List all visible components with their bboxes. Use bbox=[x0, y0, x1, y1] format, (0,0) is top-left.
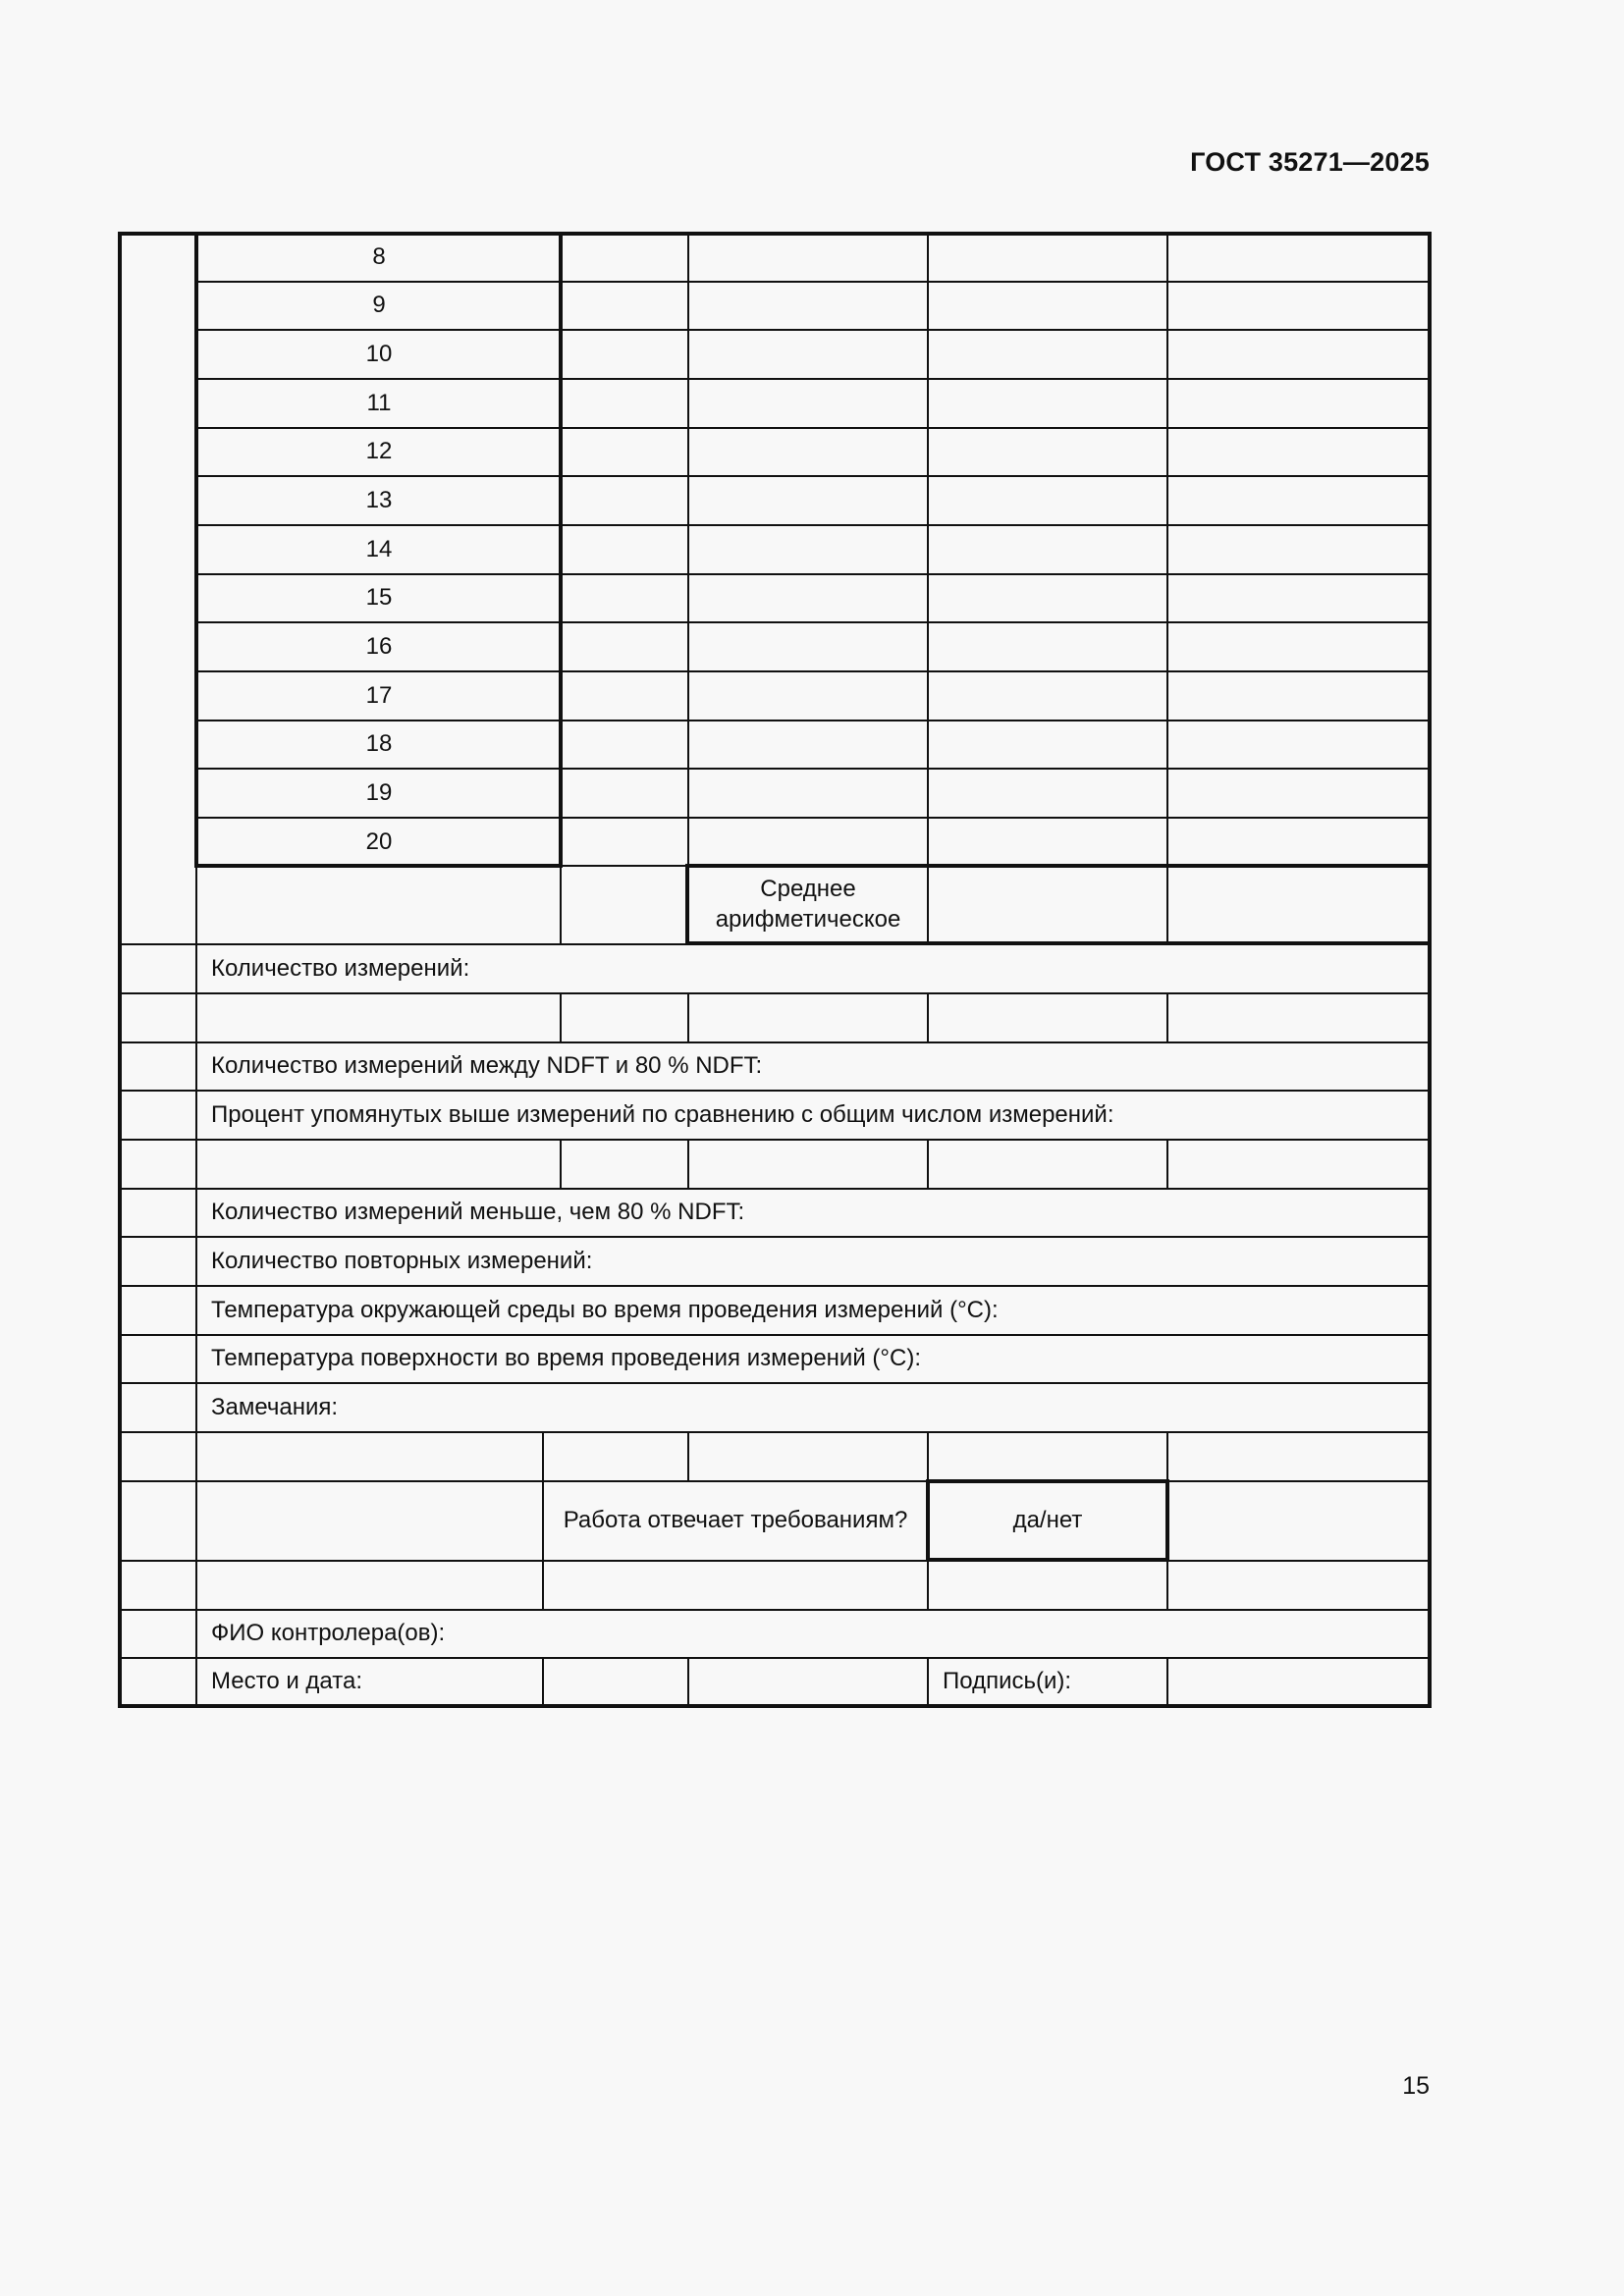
place-date-label: Место и дата: bbox=[211, 1668, 362, 1694]
mean-box-top-border bbox=[685, 864, 1432, 868]
h-line bbox=[118, 1657, 1432, 1659]
number-column-bottom-border bbox=[194, 864, 563, 868]
h-line bbox=[118, 1334, 1432, 1336]
measurement-number: 18 bbox=[365, 730, 393, 757]
v-line bbox=[927, 865, 929, 943]
h-line bbox=[196, 475, 1432, 477]
h-line bbox=[118, 1609, 1432, 1611]
h-line bbox=[118, 232, 1432, 236]
h-line bbox=[196, 281, 1432, 283]
v-line bbox=[687, 1431, 689, 1480]
h-line bbox=[118, 1090, 1432, 1092]
measurement-number: 11 bbox=[366, 390, 392, 416]
v-line bbox=[687, 992, 689, 1041]
measurement-number: 15 bbox=[365, 584, 393, 611]
compliance-answer: да/нет bbox=[1012, 1507, 1083, 1533]
h-line bbox=[118, 992, 1432, 994]
h-line bbox=[196, 817, 1432, 819]
v-line bbox=[687, 1657, 689, 1706]
v-line bbox=[1166, 1657, 1168, 1706]
h-line bbox=[118, 1041, 1432, 1043]
v-line bbox=[560, 865, 562, 943]
answer-box-top bbox=[926, 1479, 1169, 1483]
measurement-number: 13 bbox=[365, 487, 393, 513]
h-line bbox=[196, 573, 1432, 575]
v-line bbox=[927, 1657, 929, 1706]
v-line bbox=[1166, 232, 1168, 943]
v-line bbox=[927, 992, 929, 1041]
mean-label-line2: арифметическое bbox=[715, 906, 901, 933]
measurement-number: 20 bbox=[365, 828, 393, 855]
percent-label: Процент упомянутых выше измерений по сравнению с общим числом измерений: bbox=[211, 1101, 1114, 1128]
table-left-border bbox=[118, 232, 122, 1708]
h-line bbox=[118, 1704, 1432, 1708]
mean-label-line1: Среднее bbox=[760, 876, 856, 902]
v-line bbox=[1166, 1139, 1168, 1188]
h-line bbox=[196, 329, 1432, 331]
v-line bbox=[560, 1139, 562, 1188]
measurement-number: 17 bbox=[365, 682, 393, 709]
measurement-form-table bbox=[118, 232, 1432, 1708]
v-line bbox=[927, 1560, 929, 1609]
h-line bbox=[196, 524, 1432, 526]
v-line bbox=[687, 232, 689, 865]
v-line bbox=[927, 232, 929, 865]
measurement-number: 14 bbox=[365, 536, 393, 562]
v-line bbox=[1166, 1431, 1168, 1480]
h-line bbox=[118, 1560, 1432, 1562]
h-line bbox=[118, 1480, 1432, 1482]
v-line bbox=[542, 1657, 544, 1706]
h-line bbox=[196, 670, 1432, 672]
between-ndft-count-label: Количество измерений между NDFT и 80 % NDFT: bbox=[211, 1052, 763, 1079]
h-line bbox=[118, 1431, 1432, 1433]
table-right-border bbox=[1428, 232, 1432, 1708]
measurement-count-label: Количество измерений: bbox=[211, 955, 470, 982]
remarks-label: Замечания: bbox=[211, 1394, 339, 1420]
surface-temperature-label: Температура поверхности во время проведения измерений (°С): bbox=[211, 1345, 921, 1371]
h-line bbox=[118, 1285, 1432, 1287]
h-line bbox=[118, 1236, 1432, 1238]
page-number: 15 bbox=[1402, 2072, 1430, 2100]
repeat-count-label: Количество повторных измерений: bbox=[211, 1248, 593, 1274]
measurement-number: 19 bbox=[365, 779, 393, 806]
inspector-name-label: ФИО контролера(ов): bbox=[211, 1620, 446, 1646]
v-line bbox=[542, 1431, 544, 1480]
h-line bbox=[196, 768, 1432, 770]
v-line bbox=[1166, 1560, 1168, 1609]
mean-box-bottom-border bbox=[685, 941, 1432, 945]
v-line bbox=[560, 992, 562, 1041]
h-line bbox=[196, 378, 1432, 380]
h-line bbox=[196, 720, 1432, 721]
ambient-temperature-label: Температура окружающей среды во время проведения измерений (°С): bbox=[211, 1297, 999, 1323]
h-line bbox=[118, 1139, 1432, 1141]
signature-label: Подпись(и): bbox=[943, 1668, 1072, 1694]
measurement-number: 8 bbox=[372, 243, 386, 270]
compliance-question: Работа отвечает требованиям? bbox=[563, 1507, 908, 1533]
answer-box-right bbox=[1165, 1479, 1169, 1562]
h-line bbox=[196, 427, 1432, 429]
v-line bbox=[687, 1139, 689, 1188]
v-line bbox=[927, 1431, 929, 1480]
answer-box-bottom bbox=[926, 1558, 1169, 1562]
measurement-number: 16 bbox=[365, 633, 393, 660]
h-line bbox=[196, 621, 1432, 623]
measurement-number: 10 bbox=[365, 341, 393, 367]
h-line bbox=[118, 1188, 1432, 1190]
v-line bbox=[195, 865, 197, 1708]
below-ndft-count-label: Количество измерений меньше, чем 80 % NDFT: bbox=[211, 1199, 745, 1225]
v-line bbox=[1166, 992, 1168, 1041]
document-code: ГОСТ 35271—2025 bbox=[1190, 147, 1430, 177]
measurement-number: 12 bbox=[365, 438, 393, 464]
v-line bbox=[542, 1560, 544, 1609]
measurement-number: 9 bbox=[372, 292, 386, 318]
h-line bbox=[118, 1382, 1432, 1384]
v-line bbox=[927, 1139, 929, 1188]
